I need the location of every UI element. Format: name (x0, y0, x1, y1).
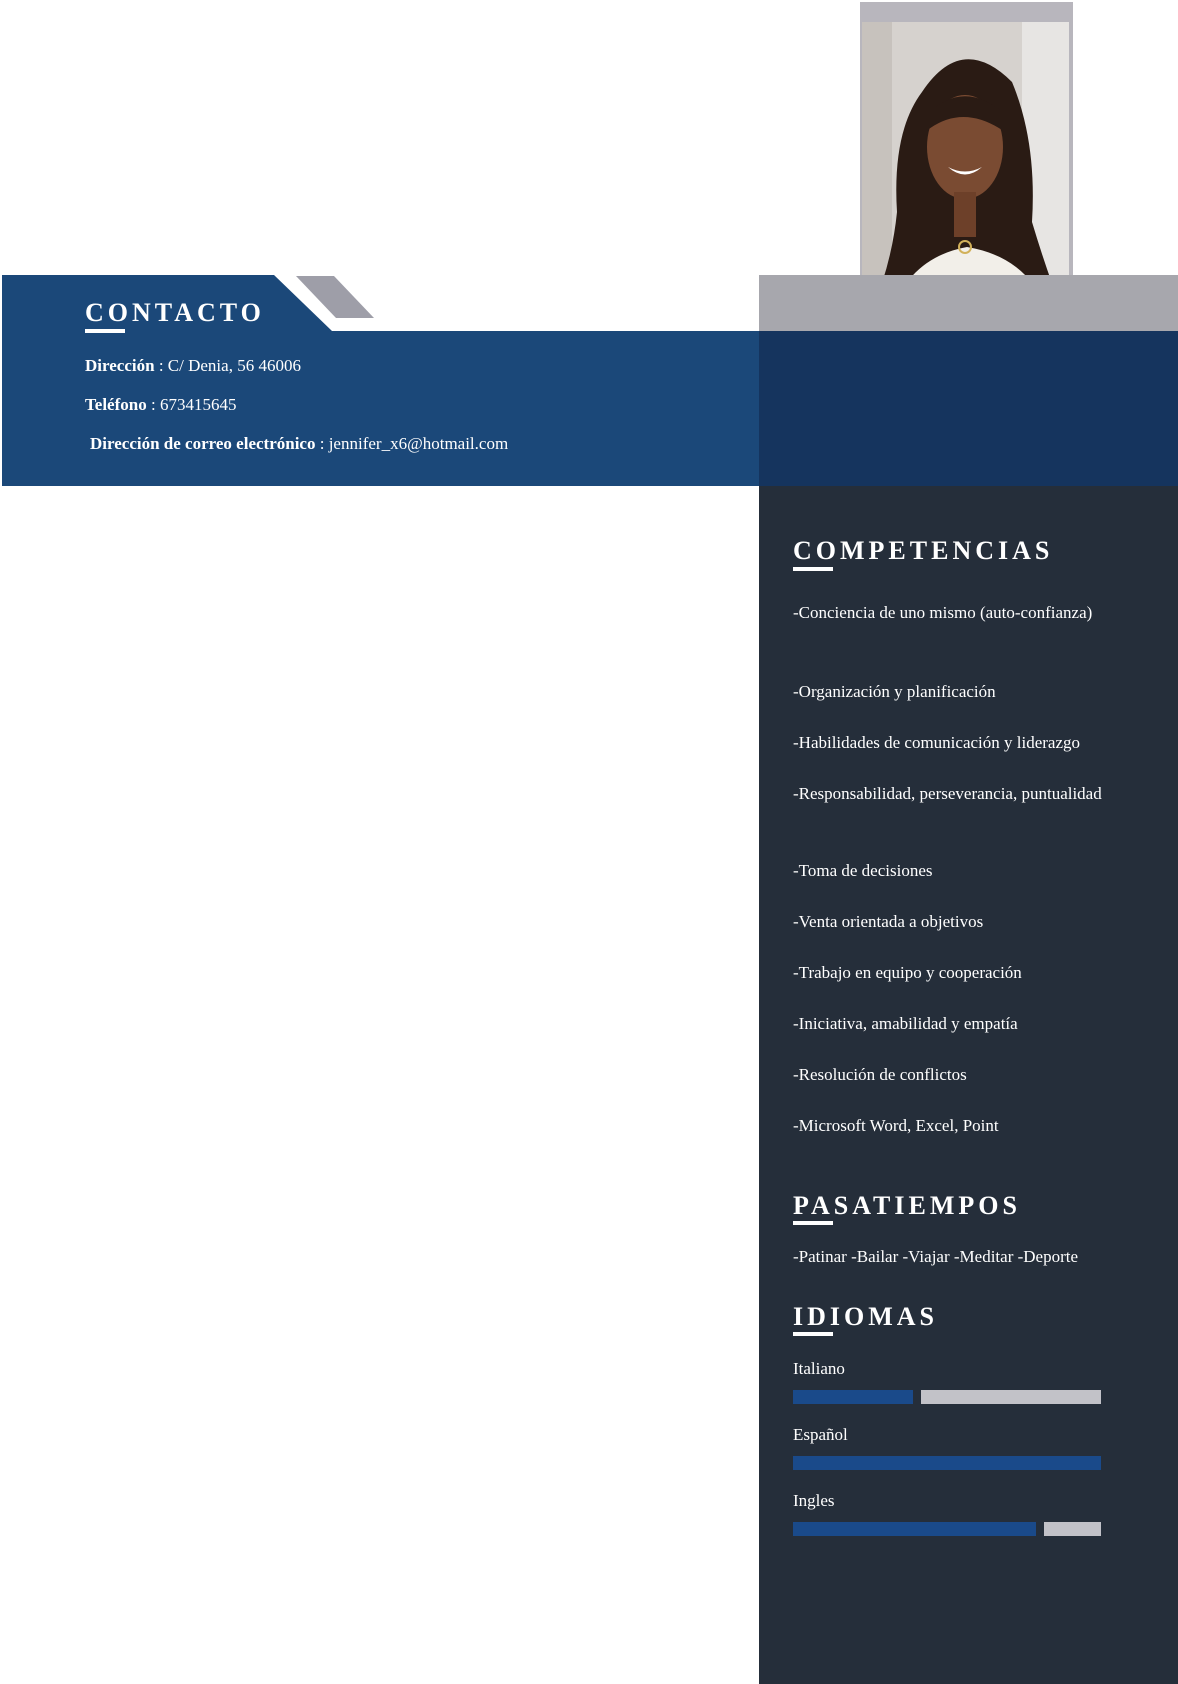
skill-item: -Organización y planificación (793, 682, 996, 701)
contact-phone (85, 395, 236, 415)
phone-separator: : (146, 395, 160, 414)
skill-item: -Conciencia de uno mismo (auto-confianza) (793, 603, 1093, 622)
language-level-remainder (921, 1390, 1101, 1404)
skill-item: -Habilidades de comunicación y liderazgo (793, 733, 1080, 752)
phone-label: Teléfono (85, 395, 147, 414)
language-level-remainder (1044, 1522, 1101, 1536)
phone-value: 673415645 (159, 395, 237, 414)
email-value: jennifer_x6@hotmail.com (328, 434, 509, 453)
language-level-fill (793, 1456, 1101, 1470)
contact-address (85, 356, 301, 376)
hobbies-text: -Patinar -Bailar -Viajar -Meditar -Deporte (793, 1247, 1079, 1266)
skill-item: -Resolución de conflictos (793, 1065, 967, 1084)
address-value: C/ Denia, 56 46006 (167, 356, 301, 375)
email-separator: : (315, 434, 329, 453)
language-level-fill (793, 1390, 913, 1404)
skill-item: -Iniciativa, amabilidad y empatía (793, 1014, 1018, 1033)
contact-email (90, 434, 508, 454)
banner-navy-band (759, 331, 1178, 486)
skills-heading: COMPETENCIAS (793, 536, 1054, 565)
language-level-fill (793, 1522, 1036, 1536)
language-name: Español (793, 1425, 848, 1444)
skill-item: -Trabajo en equipo y cooperación (793, 963, 1022, 982)
address-label: Dirección (85, 356, 155, 375)
languages-heading: IDIOMAS (793, 1302, 939, 1331)
language-name: Ingles (793, 1491, 835, 1510)
skill-item: -Venta orientada a objetivos (793, 912, 984, 931)
languages-underline (793, 1332, 833, 1336)
language-name: Italiano (793, 1359, 845, 1378)
email-label: Dirección de correo electrónico (90, 434, 316, 453)
skill-item: -Responsabilidad, perseverancia, puntualidad (793, 784, 1102, 803)
profile-photo (862, 22, 1069, 310)
banner-gray-strip (759, 275, 1178, 331)
contact-heading: CONTACTO (85, 298, 265, 327)
skill-item: -Toma de decisiones (793, 861, 933, 880)
hobbies-heading: PASATIEMPOS (793, 1191, 1021, 1220)
address-separator: : (154, 356, 168, 375)
skills-underline (793, 567, 833, 571)
skill-item: -Microsoft Word, Excel, Point (793, 1116, 999, 1135)
hobbies-underline (793, 1221, 833, 1225)
contact-underline (85, 329, 125, 333)
